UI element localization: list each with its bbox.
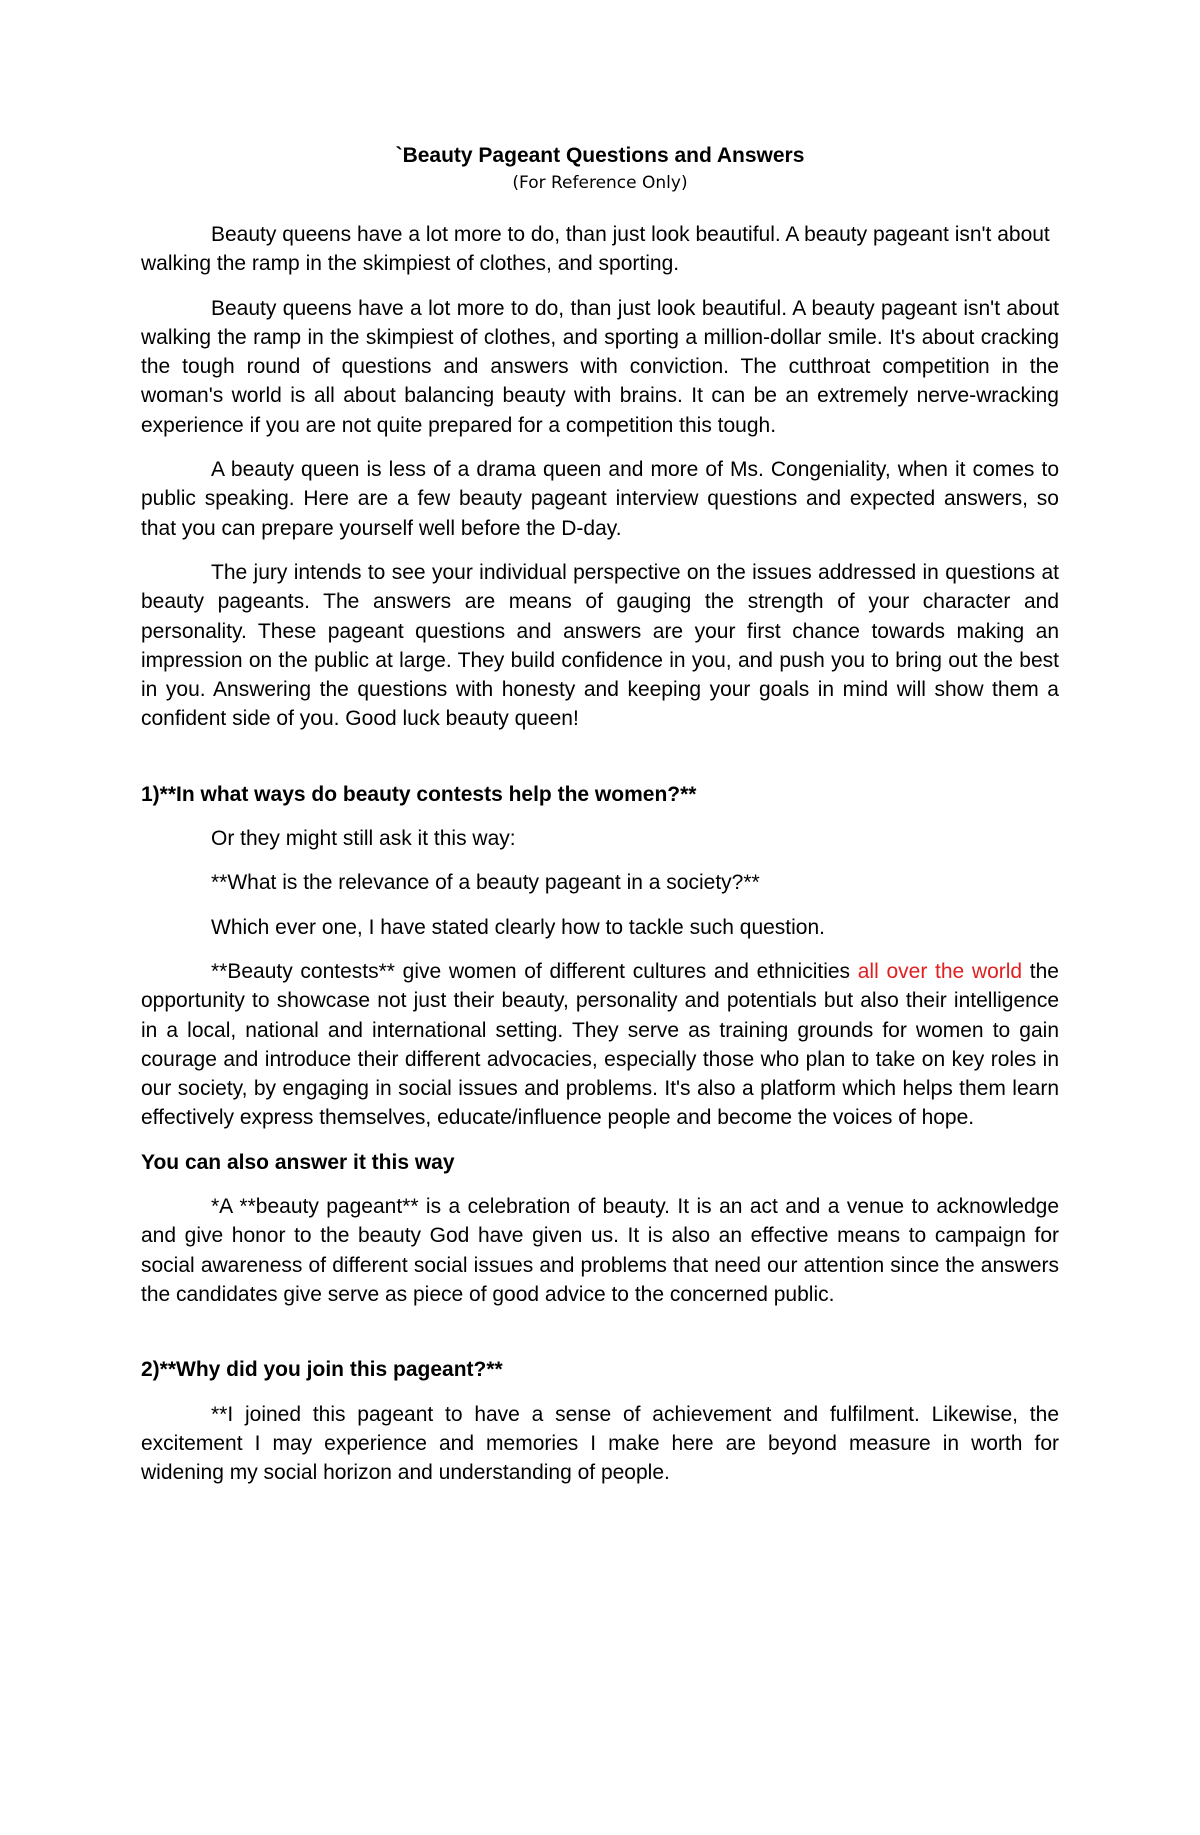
question-1-heading: 1)**In what ways do beauty contests help the women?** [141, 782, 697, 806]
intro-paragraph-1: Beauty queens have a lot more to do, than just look beautiful. A beauty pageant isn't about walking the ramp in the skimpiest of clothes, and sporting. [141, 223, 1050, 276]
question-2-answer: **I joined this pageant to have a sense of achievement and fulfilment. Likewise, the excitement I may experience and memories I make here are beyond measure in worth for widening my social horizon and understanding of people. [141, 1402, 1059, 1485]
answer-text-part2: the opportunity to showcase not just their beauty, personality and potentials but also their intelligence in a local, national and international setting. They serve as training grounds for women to gain courage and introduce their different advocacies, especially those who plan to take on key roles in our society, by engaging in social issues and problems. It's also a platform which helps them learn effectively express themselves, educate/influence people and become the voices of hope. [141, 959, 1059, 1130]
answer-text-part1: **Beauty contests** give women of different cultures and ethnicities [211, 959, 858, 983]
intro-paragraph-3: A beauty queen is less of a drama queen and more of Ms. Congeniality, when it comes to public speaking. Here are a few beauty pageant interview questions and expected answers, so that you can prepare yourself well before the D-day. [141, 458, 1059, 540]
document-body [141, 141, 1059, 1502]
question-1-answer [141, 957, 1059, 1133]
document-subtitle: (For Reference Only) [512, 173, 688, 193]
question-1-alt-answer: *A **beauty pageant** is a celebration of beauty. It is an act and a venue to acknowledge and give honor to the beauty God have given us. It is also an effective means to campaign for social awareness of different social issues and problems that need our attention since the answers the candidates give serve as piece of good advice to the concerned public. [141, 1195, 1059, 1306]
intro-paragraph-2: Beauty queens have a lot more to do, than just look beautiful. A beauty pageant isn't about walking the ramp in the skimpiest of clothes, and sporting a million-dollar smile. It's about cracking the tough round of questions and answers with conviction. The cutthroat competition in the woman's world is all about balancing beauty with brains. It can be an extremely nerve-wracking experience if you are not quite prepared for a competition this tough. [141, 296, 1059, 437]
question-2-heading: 2)**Why did you join this pageant?** [141, 1358, 503, 1382]
question-1-alt-question: **What is the relevance of a beauty pageant in a society?** [211, 871, 760, 895]
document-title: `Beauty Pageant Questions and Answers [395, 144, 805, 167]
answer-highlight-text: all over the world [857, 959, 1023, 983]
intro-paragraph-4: The jury intends to see your individual perspective on the issues addressed in questions at beauty pageants. The answers are means of gauging the strength of your character and personality. These pageant questions and answers are your first chance towards making an impression on the public at large. They build confidence in you, and push you to bring out the best in you. Answering the questions with honesty and keeping your goals in mind will show them a confident side of you. Good luck beauty queen! [141, 560, 1059, 731]
question-1-alt-intro: Or they might still ask it this way: [211, 827, 516, 851]
alt-answer-heading: You can also answer it this way [141, 1150, 455, 1174]
question-1-note: Which ever one, I have stated clearly how to tackle such question. [211, 915, 825, 939]
